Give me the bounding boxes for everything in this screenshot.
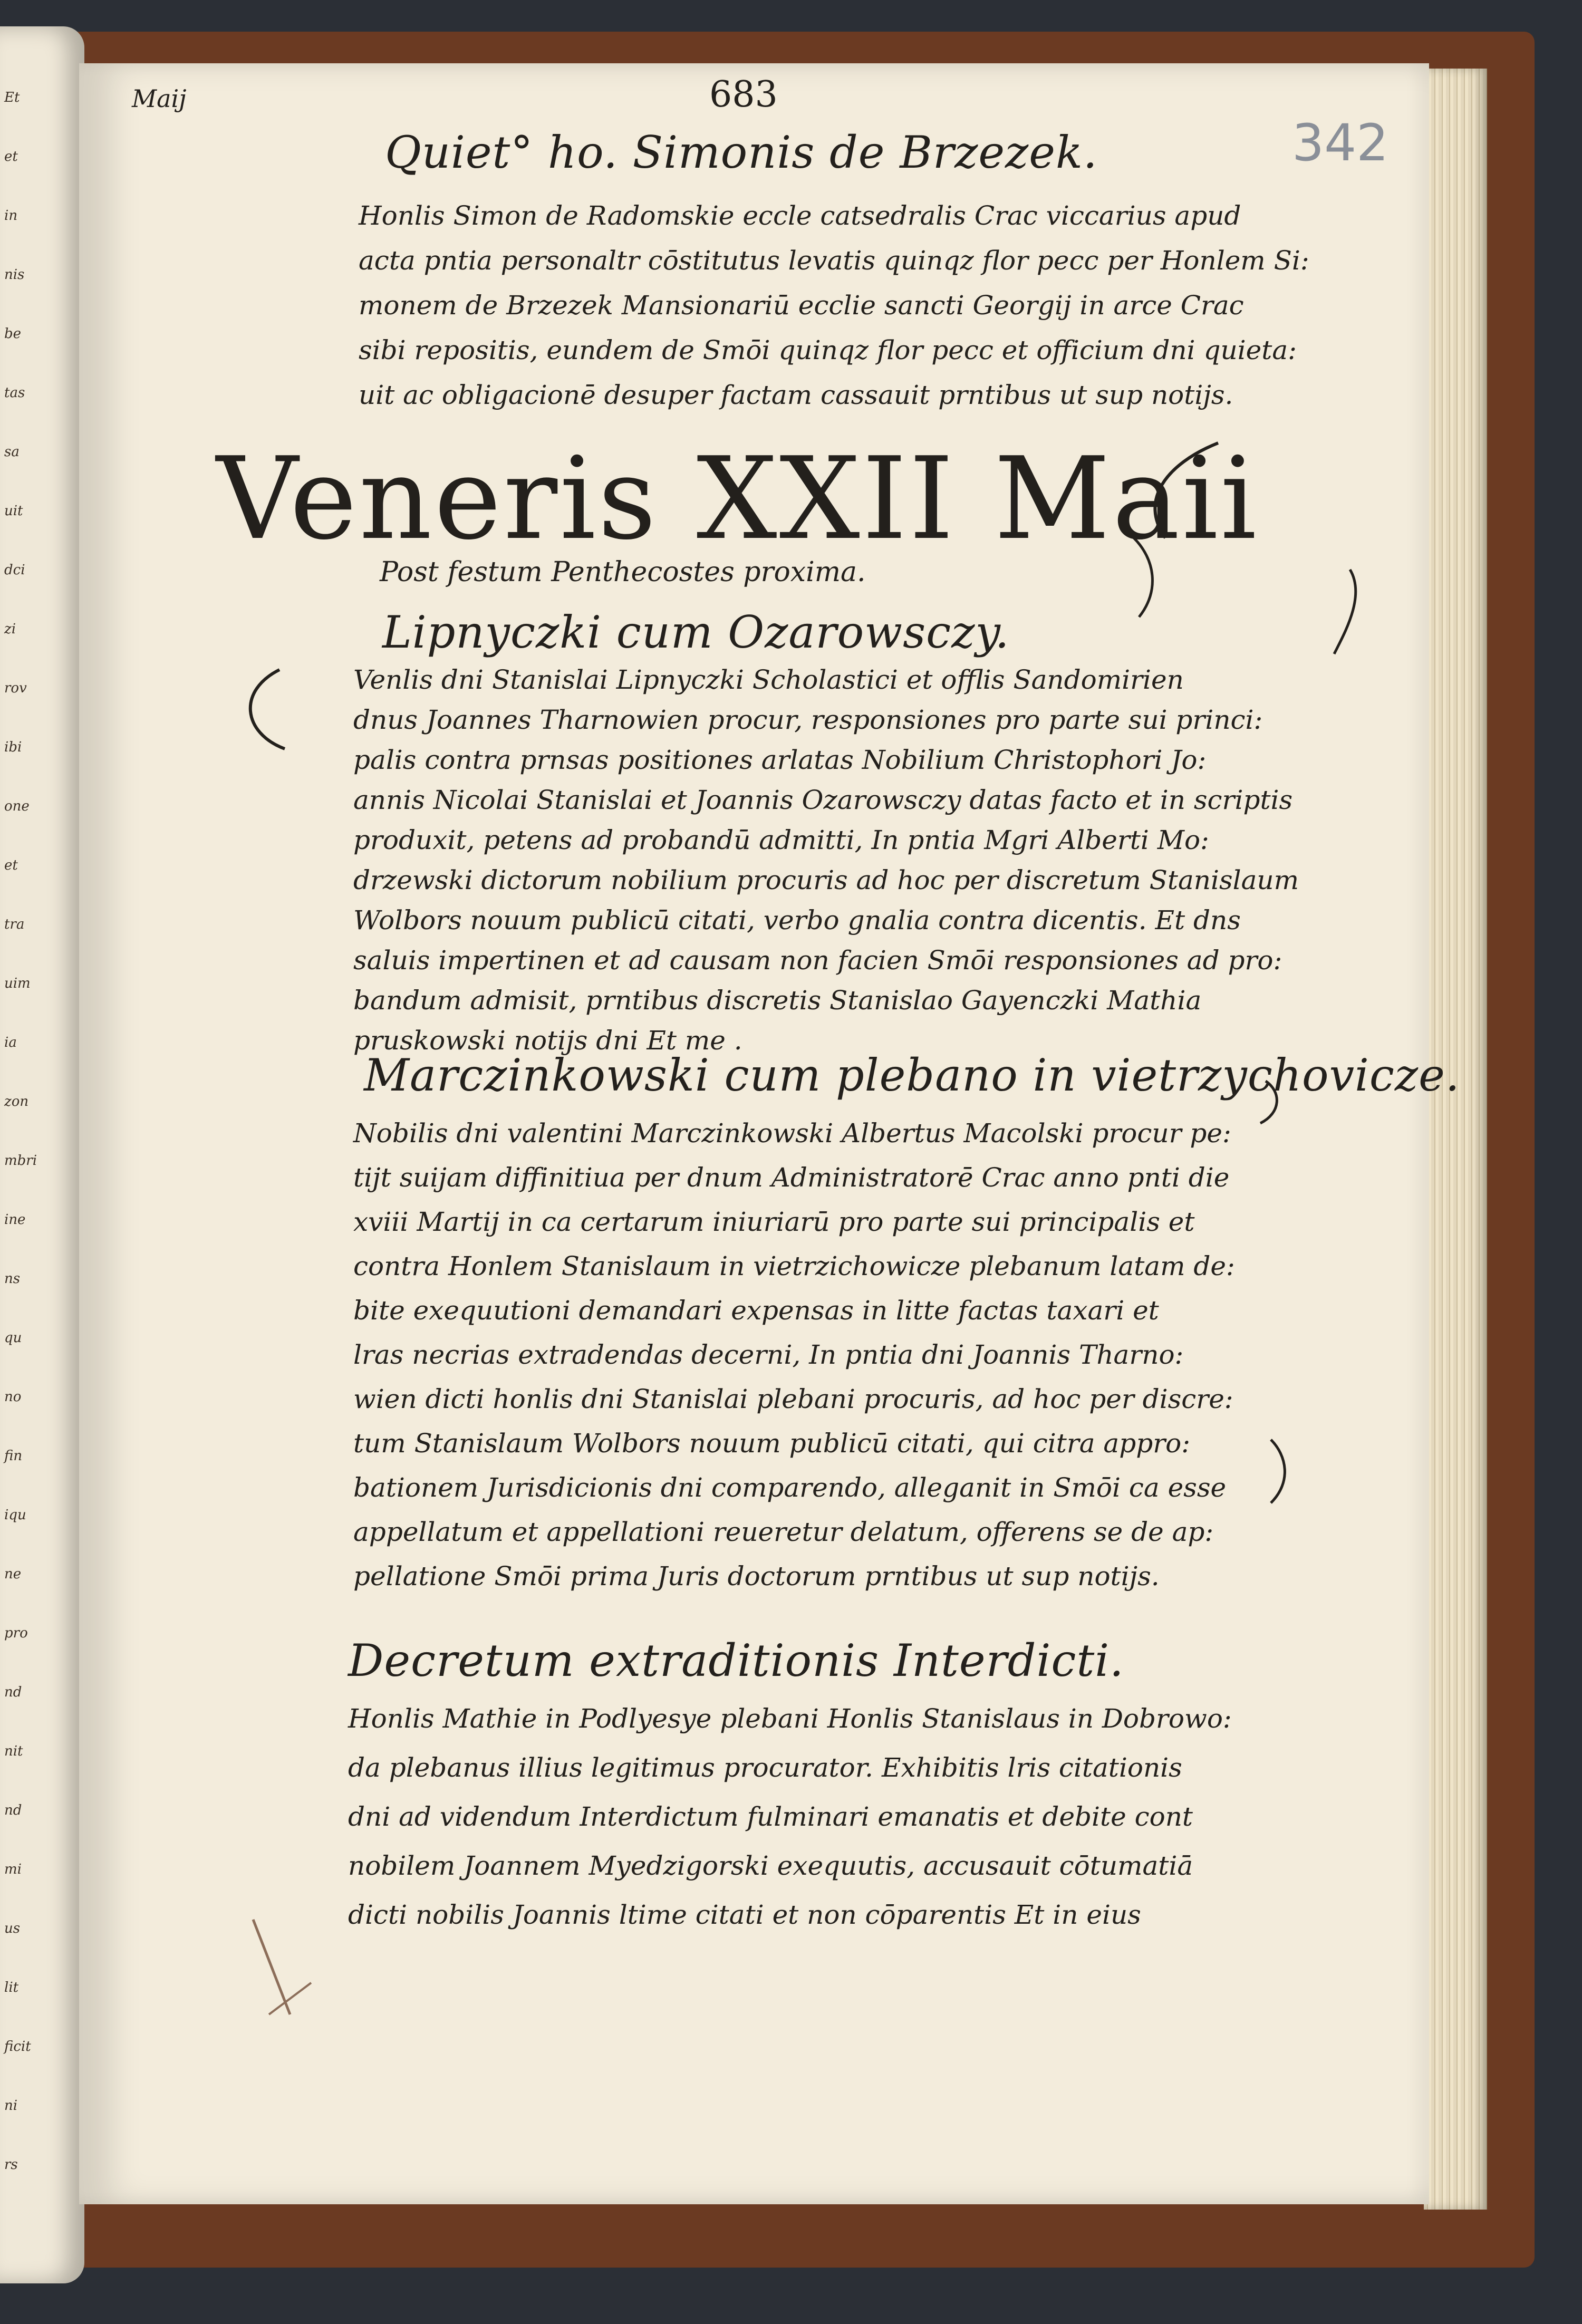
manuscript-line: pruskowski notijs dni Et me . (353, 1025, 742, 1056)
left-page-fragment: ficit (4, 2039, 31, 2055)
manuscript-line: saluis impertinen et ad causam non facien Smōi responsiones ad pro: (353, 945, 1282, 976)
left-page-fragment: no (4, 1389, 22, 1405)
pen-flourishes (79, 63, 1429, 2204)
manuscript-line: Venlis dni Stanislai Lipnyczki Scholastici et offlis Sandomirien (353, 664, 1184, 695)
left-page-fragment: mi (4, 1862, 22, 1877)
manuscript-line: uit ac obligacionē desuper factam cassauit prntibus ut sup notijs. (359, 380, 1233, 410)
left-page-fragment: nd (4, 1684, 22, 1700)
manuscript-line: dicti nobilis Joannis ltime citati et non cōparentis Et in eius (348, 1899, 1141, 1930)
page-edges (1424, 69, 1487, 2210)
manuscript-line: Wolbors nouum publicū citati, verbo gnalia contra dicentis. Et dns (353, 905, 1241, 936)
left-page-fragment: fin (4, 1448, 23, 1464)
left-page-fragment: rov (4, 680, 27, 696)
corner-note: Maij (132, 84, 187, 113)
left-page-fragment: qu (4, 1330, 22, 1346)
left-page-fragment: ne (4, 1566, 22, 1582)
left-page-fragment: mbri (4, 1153, 37, 1169)
left-page-fragment: uim (4, 976, 31, 991)
manuscript-line: tum Stanislaum Wolbors nouum publicū citati, qui citra appro: (353, 1428, 1191, 1459)
left-page-fragment: Et (4, 90, 20, 105)
left-page-fragment: zon (4, 1094, 29, 1110)
left-page-fragment: pro (4, 1625, 28, 1641)
left-page-fragment: et (4, 149, 18, 165)
manuscript-line: xviii Martij in ca certarum iniuriarū pro parte sui principalis et (353, 1207, 1195, 1237)
left-page-fragment: one (4, 798, 30, 814)
manuscript-line: pellatione Smōi prima Juris doctorum prntibus ut sup notijs. (353, 1561, 1160, 1592)
left-page-fragment: nd (4, 1802, 22, 1818)
left-page-fragment: tas (4, 385, 25, 401)
manuscript-line: Honlis Simon de Radomskie eccle catsedralis Crac viccarius apud (359, 200, 1241, 231)
manuscript-line: acta pntia personaltr cōstitutus levatis quinqz flor pecc per Honlem Si: (359, 245, 1309, 276)
left-page-fragment: iqu (4, 1507, 26, 1523)
date-heading: Veneris XXII Maii (216, 432, 1259, 565)
manuscript-line: appellatum et appellationi reueretur delatum, offerens se de ap: (353, 1517, 1214, 1547)
left-page-edge (0, 26, 84, 2283)
left-page-fragment: lit (4, 1980, 19, 1995)
left-page-fragment: sa (4, 444, 20, 460)
entry-heading-decretum: Decretum extraditionis Interdicti. (348, 1635, 1124, 1686)
manuscript-line: dnus Joannes Tharnowien procur, responsiones pro parte sui princi: (353, 705, 1263, 735)
left-page-fragment: ns (4, 1271, 21, 1287)
manuscript-line: tijt suijam diffinitiua per dnum Administratorē Crac anno pnti die (353, 1162, 1230, 1193)
manuscript-page (79, 63, 1460, 2204)
left-page-fragment: et (4, 857, 18, 873)
left-page-fragment: in (4, 208, 18, 224)
left-page-fragment: be (4, 326, 22, 342)
left-page-fragment: rs (4, 2157, 18, 2173)
manuscript-line: bite exequutioni demandari expensas in litte factas taxari et (353, 1295, 1159, 1326)
folio-number: 683 (709, 74, 778, 115)
manuscript-line: nobilem Joannem Myedzigorski exequutis, accusauit cōtumatiā (348, 1850, 1193, 1881)
manuscript-line: produxit, petens ad probandū admitti, In pntia Mgri Alberti Mo: (353, 825, 1209, 855)
left-page-fragment: nit (4, 1743, 23, 1759)
manuscript-line: bationem Jurisdicionis dni comparendo, alleganit in Smōi ca esse (353, 1472, 1227, 1503)
manuscript-line: Nobilis dni valentini Marczinkowski Albertus Macolski procur pe: (353, 1118, 1231, 1149)
date-subheading: Post festum Penthecostes proxima. (380, 556, 866, 588)
manuscript-line: bandum admisit, prntibus discretis Stanislao Gayenczki Mathia (353, 985, 1202, 1016)
left-page-fragment: ibi (4, 739, 22, 755)
entry-heading-quietatio: Quiet° ho. Simonis de Brzezek. (385, 127, 1098, 178)
manuscript-line: lras necrias extradendas decerni, In pntia dni Joannis Tharno: (353, 1339, 1184, 1370)
entry-heading-marczinkowski: Marczinkowski cum plebano in vietrzychovicze. (364, 1049, 1460, 1101)
left-page-fragment: zi (4, 621, 16, 637)
manuscript-line: palis contra prnsas positiones arlatas Nobilium Christophori Jo: (353, 745, 1207, 775)
manuscript-line: monem de Brzezek Mansionariū ecclie sancti Georgij in arce Crac (359, 290, 1244, 321)
manuscript-line: drzewski dictorum nobilium procuris ad hoc per discretum Stanislaum (353, 865, 1299, 895)
left-page-fragment: dci (4, 562, 25, 578)
manuscript-line: wien dicti honlis dni Stanislai plebani procuris, ad hoc per discre: (353, 1384, 1233, 1414)
manuscript-line: Honlis Mathie in Podlyesye plebani Honlis Stanislaus in Dobrowo: (348, 1703, 1232, 1734)
manuscript-line: da plebanus illius legitimus procurator. Exhibitis lris citationis (348, 1752, 1182, 1783)
left-page-fragment: ia (4, 1035, 17, 1050)
left-page-fragment: us (4, 1921, 21, 1936)
pencil-folio-number: 342 (1292, 113, 1389, 172)
entry-heading-lipnyczki: Lipnyczki cum Ozarowsczy. (382, 606, 1010, 658)
left-page-fragment: ni (4, 2098, 18, 2114)
left-page-fragment: ine (4, 1212, 26, 1228)
manuscript-line: annis Nicolai Stanislai et Joannis Ozarowsczy datas facto et in scriptis (353, 785, 1293, 815)
left-page-fragment: uit (4, 503, 23, 519)
left-page-fragment: tra (4, 917, 25, 932)
left-page-fragment: nis (4, 267, 25, 283)
manuscript-line: sibi repositis, eundem de Smōi quinqz flor pecc et officium dni quieta: (359, 335, 1297, 365)
manuscript-line: dni ad videndum Interdictum fulminari emanatis et debite cont (348, 1801, 1193, 1832)
manuscript-line: contra Honlem Stanislaum in vietrzichowicze plebanum latam de: (353, 1251, 1235, 1281)
